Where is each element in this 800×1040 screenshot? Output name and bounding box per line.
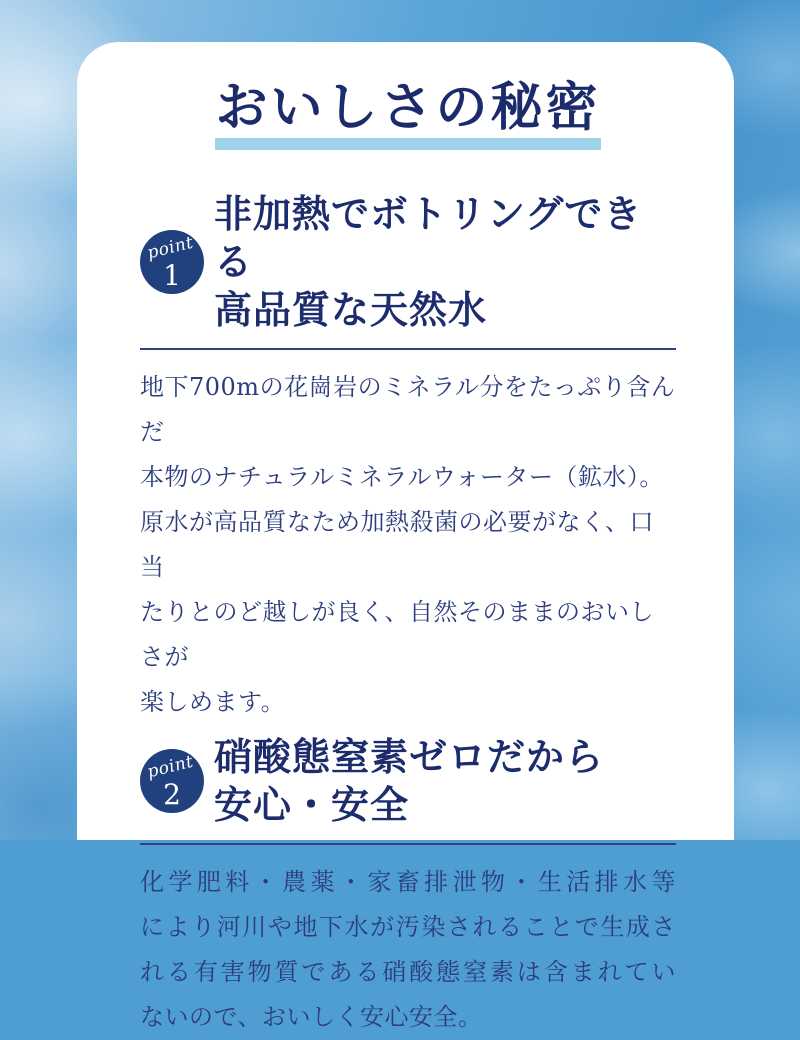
divider bbox=[140, 843, 676, 845]
point-badge-number: 2 bbox=[163, 777, 181, 811]
point-1-header bbox=[140, 190, 676, 334]
point-1-badge bbox=[140, 230, 204, 294]
point-1-body: 地下700mの花崗岩のミネラル分をたっぷり含んだ 本物のナチュラルミネラルウォーター（鉱水）。 原水が高品質なため加熱殺菌の必要がなく、口当 たりとのど越しが良く、自然そのままのおいしさが 楽しめます。 bbox=[140, 372, 676, 716]
point-1-heading: 非加熱でボトリングできる 高品質な天然水 bbox=[214, 190, 643, 332]
point-1-section bbox=[140, 190, 676, 725]
point-badge-number: 1 bbox=[163, 258, 181, 292]
point-2-body: 化学肥料・農薬・家畜排泄物・生活排水等 により河川や地下水が汚染されることで生成さ れる有害物質である硝酸態窒素は含まれてい ないので、おいしく安心安全。 bbox=[140, 867, 676, 1031]
point-2-heading: 硝酸態窒素ゼロだから 安心・安全 bbox=[214, 733, 605, 827]
title-area bbox=[140, 78, 676, 150]
content-card bbox=[77, 42, 734, 1031]
page-title: おいしさの秘密 bbox=[215, 78, 600, 150]
point-2-header bbox=[140, 733, 676, 829]
point-badge-label: point bbox=[145, 232, 196, 264]
point-badge-label: point bbox=[145, 751, 196, 783]
divider bbox=[140, 348, 676, 350]
point-2-badge bbox=[140, 749, 204, 813]
point-2-section bbox=[140, 733, 676, 1040]
